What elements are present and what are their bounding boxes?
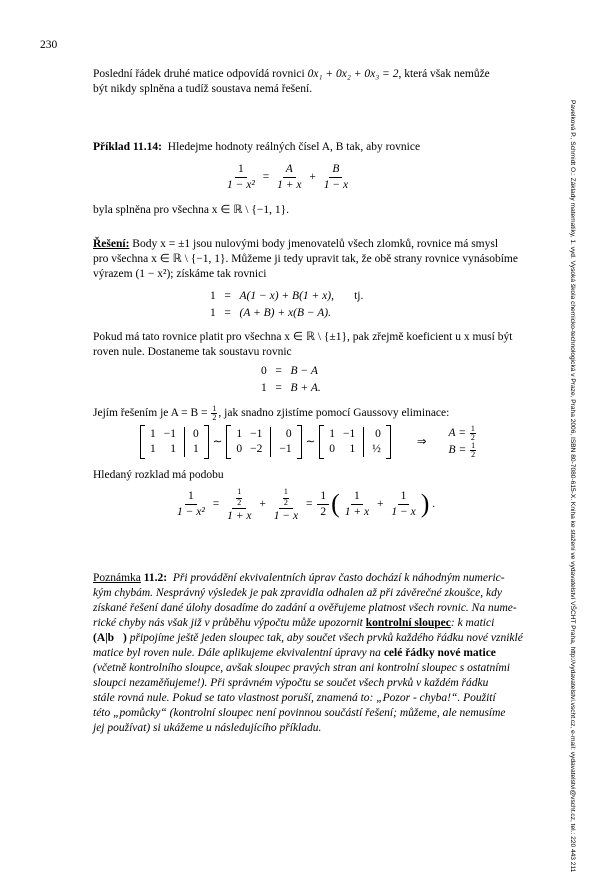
matrix-3: 1 −1 0 0 1 ½ xyxy=(319,425,391,459)
example-label: Příklad 11.14: xyxy=(93,141,163,153)
citation-text: Pavelková P., Schmidt O.: Základy matematiky, 1. vyd. Vysoká škola chemicko-technologická v Praze, Praha 2006, ISBN 80-7080-615-X. Kniha ke stažení ve vydavatelství VŠCHT Praha, http://vydavatelstvi.vscht.cz, e-mail: vydavatelstvi@vscht.cz, tel.: 220 443 211 xyxy=(569,100,576,872)
tilde-symbol: ∼ xyxy=(305,435,316,448)
result-values: A = $\frac{1}{2}$ B = $\frac{1}{2}$ xyxy=(448,424,476,459)
note-block: Poznámka 11.2: Při provádění ekvivalentních úprav často dochází k náhodným numeric- kým chybám. Nesprávný výsledek je pak zpravidla odhalen až při závěrečné zkoušce, kdy získané řešení dané úlohy dosadíme do zadání a ověřujeme platnost všech rovnic. Na nume- rické chyby nás však již v průběhu výpočtu může upozornit kontrolní sloupec: k matici (A|b⃗) připojíme ještě jeden sloupec tak, aby součet všech prvků každého řádku nové vzniklé matice byl roven nule. Dále aplikujeme ekvivalentní úpravy na celé řádky nové matice (včetně kontrolního sloupce, avšak sloupec pravých stran ani kontrolní sloupec s ostatními sloupci nezaměňujeme!). Při správném výpočtu se součet všech prvků v každém řádku stále rovná nule. Pokud se tato vlastnost poruší, znamená to: „Pozor - chyba!“. Použití této „pomůcky“ (kontrolní sloupec není povinnou součástí řešení; můžeme, ale nemusíme jej používat) si ukážeme u následujícího příkladu. xyxy=(93,572,523,734)
gauss-elimination xyxy=(140,425,477,459)
implies-arrow: ⇒ xyxy=(416,435,427,448)
intro-text-after: , která však nemůže xyxy=(398,68,490,80)
system-equation-1: 0 = B − A xyxy=(261,365,318,377)
solution-equation-1: 1 = A(1 − x) + B(1 + x), tj. xyxy=(210,290,364,302)
system-equation-2: 1 = B + A. xyxy=(261,382,321,394)
example-text: Hledejme hodnoty reálných čísel A, B tak, aby rovnice xyxy=(167,141,421,153)
final-decomposition: $\frac{1}{\text{1 − x²}}$ = $\frac{\frac{1}{2}}{1 + x}$ + $\frac{\frac{1}{2}}{1 - x}$ = $\frac{1}{2}$ ( $\frac{1}{1 + x}$ + $\frac{1}{1 - x}$ ) . xyxy=(177,487,436,522)
note-label: Poznámka xyxy=(93,572,141,584)
citation-sidebar xyxy=(562,100,576,872)
matrix-1: 1 −1 0 1 1 1 xyxy=(140,425,209,459)
solution-paragraph-3: Jejím řešením je A = B = $\frac{1}{2}$ , jak snadno zjistíme pomocí Gaussovy eliminace: xyxy=(93,404,450,422)
intro-paragraph xyxy=(93,67,533,97)
solution-paragraph-4: Hledaný rozklad má podobu xyxy=(93,469,224,481)
tilde-symbol: ∼ xyxy=(212,435,223,448)
cele-radky-term: celé řádky nové matice xyxy=(383,647,496,659)
intro-text: Poslední řádek druhé matice odpovídá rovnici xyxy=(93,68,305,80)
kontrolni-sloupec-term: kontrolní sloupec xyxy=(365,617,451,629)
intro-equation: 0x₁ + 0x₂ + 0x₃ = 2 xyxy=(307,68,399,80)
example-equation: $\frac{1}{\text{1 − x²}}$ = $\frac{A}{1 + x}$ + $\frac{B}{1 - x}$ xyxy=(227,163,349,191)
matrix-2: 1 −1 0 0 −2 −1 xyxy=(226,425,301,459)
intro-text-line2: být nikdy splněna a tudíž soustava nemá řešení. xyxy=(93,83,313,95)
solution-paragraph-2: Pokud má tato rovnice platit pro všechna x ∈ ℝ \ {±1}, pak zřejmě koeficient u x musí být roven nule. Dostaneme tak soustavu rovnic xyxy=(93,331,513,358)
example-heading xyxy=(93,140,543,155)
solution-paragraph-1: Řešení: Body x = ±1 jsou nulovými body jmenovatelů všech zlomků, rovnice má smysl pro všechna x ∈ ℝ \ {−1, 1}. Můžeme ji tedy upravit tak, že obě strany rovnice vynásobíme výrazem (1 − x²); získáme tak rovnici xyxy=(93,238,518,280)
solution-label: Řešení: xyxy=(93,238,130,250)
page-number: 230 xyxy=(40,39,58,51)
example-condition: byla splněna pro všechna x ∈ ℝ \ {−1, 1}. xyxy=(93,204,290,216)
note-number: 11.2: xyxy=(143,572,168,584)
solution-equation-2: 1 = (A + B) + x(B − A). xyxy=(210,307,332,319)
